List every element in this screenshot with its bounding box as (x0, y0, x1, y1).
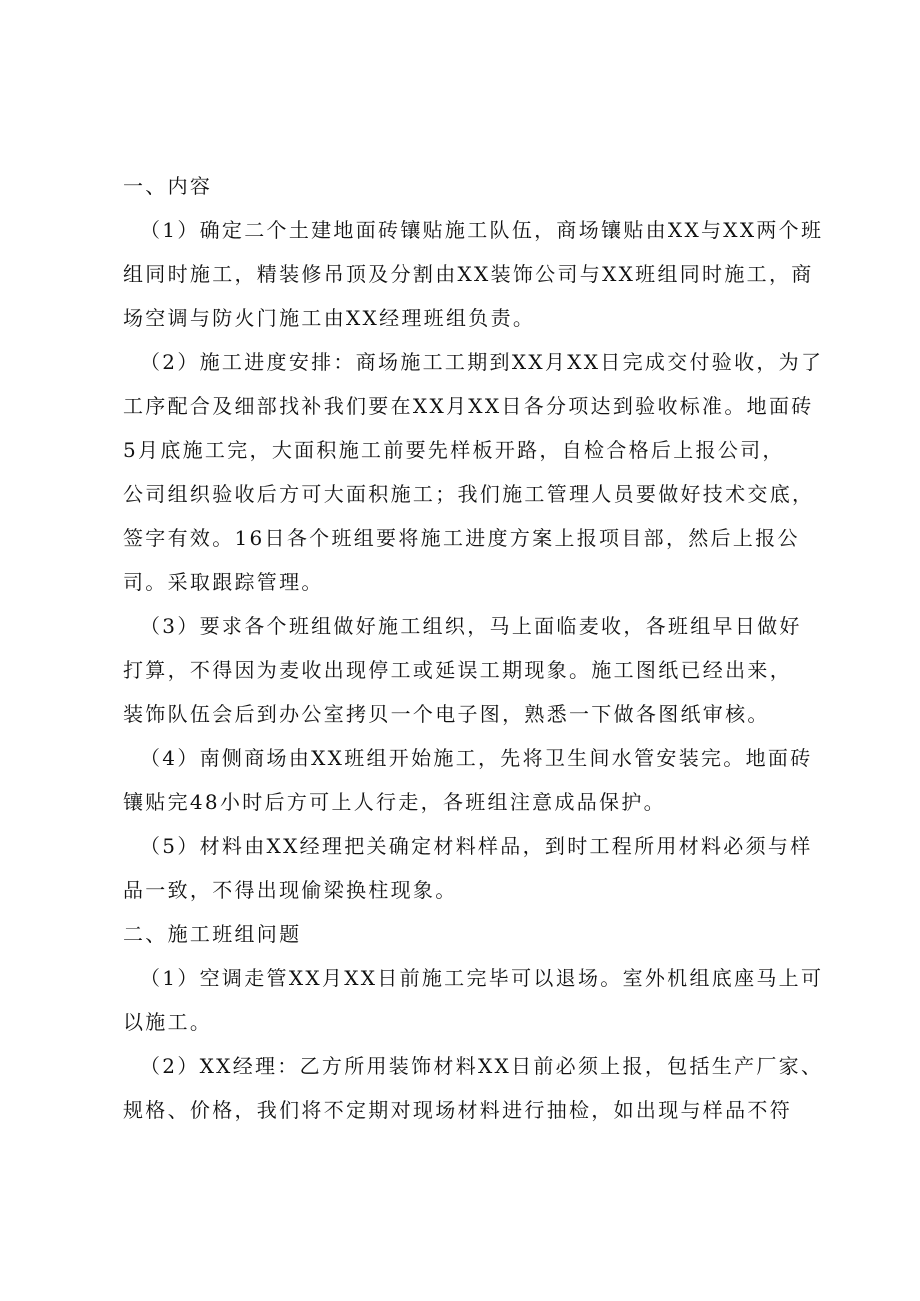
paragraph-line: 公司组织验收后方可大面积施工；我们施工管理人员要做好技术交底， (123, 482, 815, 506)
paragraph-line: 司。采取跟踪管理。 (123, 570, 324, 594)
section-heading-content: 一、内容 (123, 174, 213, 198)
paragraph-line: 装饰队伍会后到办公室拷贝一个电子图，熟悉一下做各图纸审核。 (123, 702, 770, 726)
paragraph-line: 5月底施工完，大面积施工前要先样板开路，自检合格后上报公司， (123, 438, 785, 462)
paragraph-line: 以施工。 (123, 1010, 213, 1034)
paragraph-line: （2）施工进度安排：商场施工工期到XX月XX日完成交付验收，为了 (140, 350, 824, 374)
paragraph-line: 签字有效。16日各个班组要将施工进度方案上报项目部，然后上报公 (123, 526, 800, 550)
paragraph-line: （5）材料由XX经理把关确定材料样品，到时工程所用材料必须与样 (140, 834, 813, 858)
paragraph-line: 工序配合及细部找补我们要在XX月XX日各分项达到验收标准。地面砖 (123, 394, 814, 418)
paragraph-line: 规格、价格，我们将不定期对现场材料进行抽检，如出现与样品不符 (123, 1098, 792, 1122)
paragraph-line: 场空调与防火门施工由XX经理班组负责。 (123, 306, 536, 330)
paragraph-line: 镶贴完48小时后方可上人行走，各班组注意成品保护。 (123, 790, 666, 814)
paragraph-line: （1）空调走管XX月XX日前施工完毕可以退场。室外机组底座马上可 (140, 966, 824, 990)
paragraph-line: （4）南侧商场由XX班组开始施工，先将卫生间水管安装完。地面砖 (140, 746, 813, 770)
paragraph-line: （3）要求各个班组做好施工组织，马上面临麦收，各班组早日做好 (140, 614, 802, 638)
paragraph-line: 打算，不得因为麦收出现停工或延误工期现象。施工图纸已经出来， (123, 658, 792, 682)
paragraph-line: 组同时施工，精装修吊顶及分割由XX装饰公司与XX班组同时施工，商 (123, 262, 814, 286)
paragraph-line: 品一致，不得出现偷梁换柱现象。 (123, 878, 458, 902)
paragraph-line: （1）确定二个土建地面砖镶贴施工队伍，商场镶贴由XX与XX两个班 (140, 218, 824, 242)
paragraph-line: （2）XX经理：乙方所用装饰材料XX日前必须上报，包括生产厂家、 (140, 1054, 824, 1078)
section-heading-team-issues: 二、施工班组问题 (123, 922, 302, 946)
